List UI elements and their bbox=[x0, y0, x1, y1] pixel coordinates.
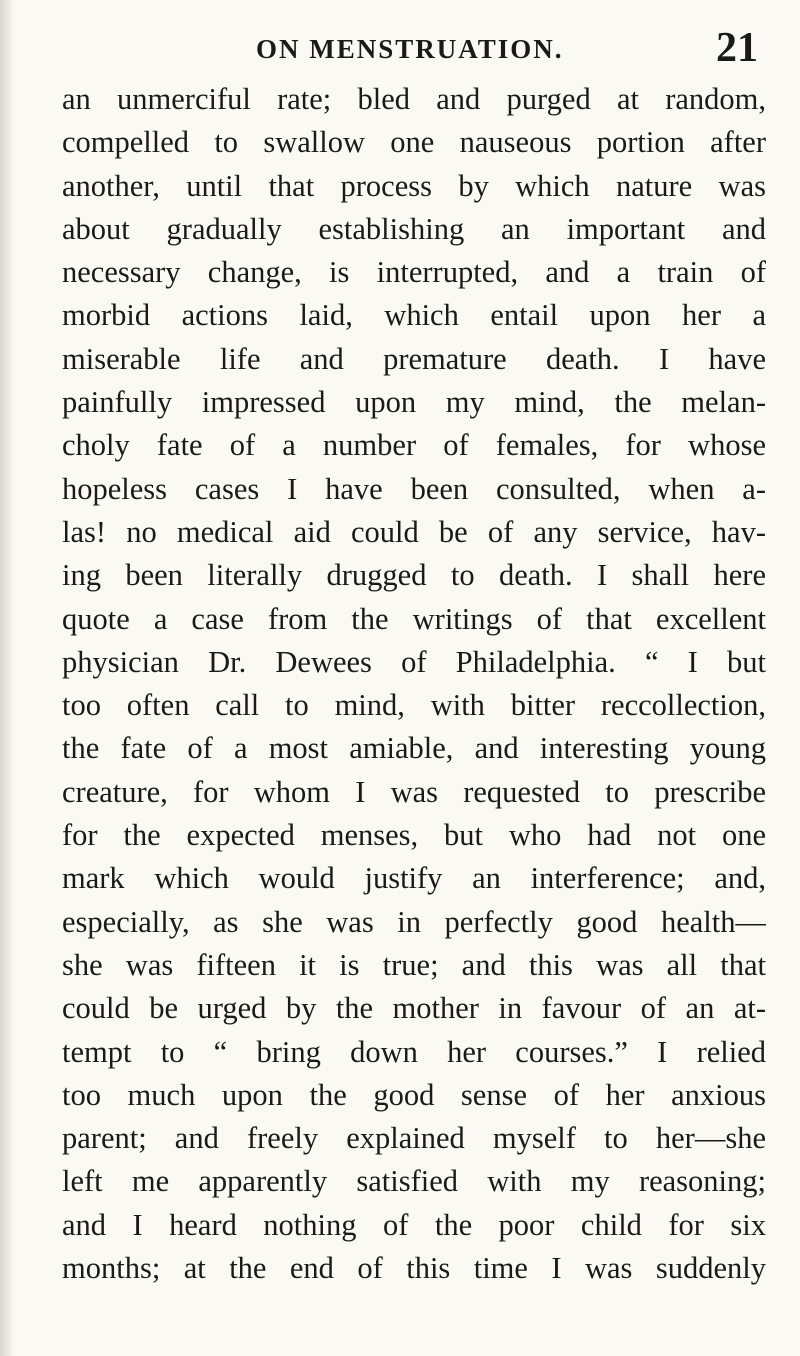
page-header bbox=[0, 24, 800, 84]
text-line: she was fifteen it is true; and this was all that bbox=[62, 947, 766, 982]
binding-shadow bbox=[0, 0, 14, 1356]
text-line: painfully impressed upon my mind, the melan- bbox=[62, 385, 766, 420]
text-line: las! no medical aid could be of any service, hav- bbox=[62, 514, 766, 549]
text-line: hopeless cases I have been consulted, when a- bbox=[62, 471, 766, 506]
text-line: for the expected menses, but who had not one bbox=[62, 818, 766, 853]
text-line: could be urged by the mother in favour of an at- bbox=[62, 991, 766, 1026]
running-head: ON MENSTRUATION. bbox=[256, 34, 564, 64]
text-line: an unmerciful rate; bled and purged at random, bbox=[62, 82, 766, 116]
text-line: too often call to mind, with bitter reccollection, bbox=[62, 688, 766, 723]
text-line: parent; and freely explained myself to her—she bbox=[62, 1121, 766, 1156]
text-line: morbid actions laid, which entail upon her a bbox=[62, 298, 766, 333]
text-line: tempt to “ bring down her courses.” I relied bbox=[62, 1034, 766, 1069]
text-line: miserable life and premature death. I have bbox=[62, 341, 766, 376]
page-number: 21 bbox=[716, 25, 758, 71]
text-line: creature, for whom I was requested to prescribe bbox=[62, 774, 766, 809]
text-line: choly fate of a number of females, for whose bbox=[62, 428, 766, 463]
body-text bbox=[62, 78, 766, 1290]
text-line: months; at the end of this time I was suddenly bbox=[62, 1251, 766, 1286]
text-line: necessary change, is interrupted, and a train of bbox=[62, 255, 766, 290]
text-line: compelled to swallow one nauseous portion after bbox=[62, 125, 766, 160]
text-line: ing been literally drugged to death. I shall here bbox=[62, 558, 766, 593]
text-line: especially, as she was in perfectly good health— bbox=[62, 904, 766, 939]
text-line: physician Dr. Dewees of Philadelphia. “ I but bbox=[62, 644, 766, 679]
text-line: and I heard nothing of the poor child for six bbox=[62, 1207, 766, 1242]
text-line: quote a case from the writings of that excellent bbox=[62, 601, 766, 636]
text-line: about gradually establishing an important and bbox=[62, 211, 766, 246]
text-line: left me apparently satisfied with my reasoning; bbox=[62, 1164, 766, 1199]
text-line: another, until that process by which nature was bbox=[62, 168, 766, 203]
text-line: too much upon the good sense of her anxious bbox=[62, 1077, 766, 1112]
text-line: mark which would justify an interference; and, bbox=[62, 861, 766, 896]
text-line: the fate of a most amiable, and interesting young bbox=[62, 731, 766, 766]
